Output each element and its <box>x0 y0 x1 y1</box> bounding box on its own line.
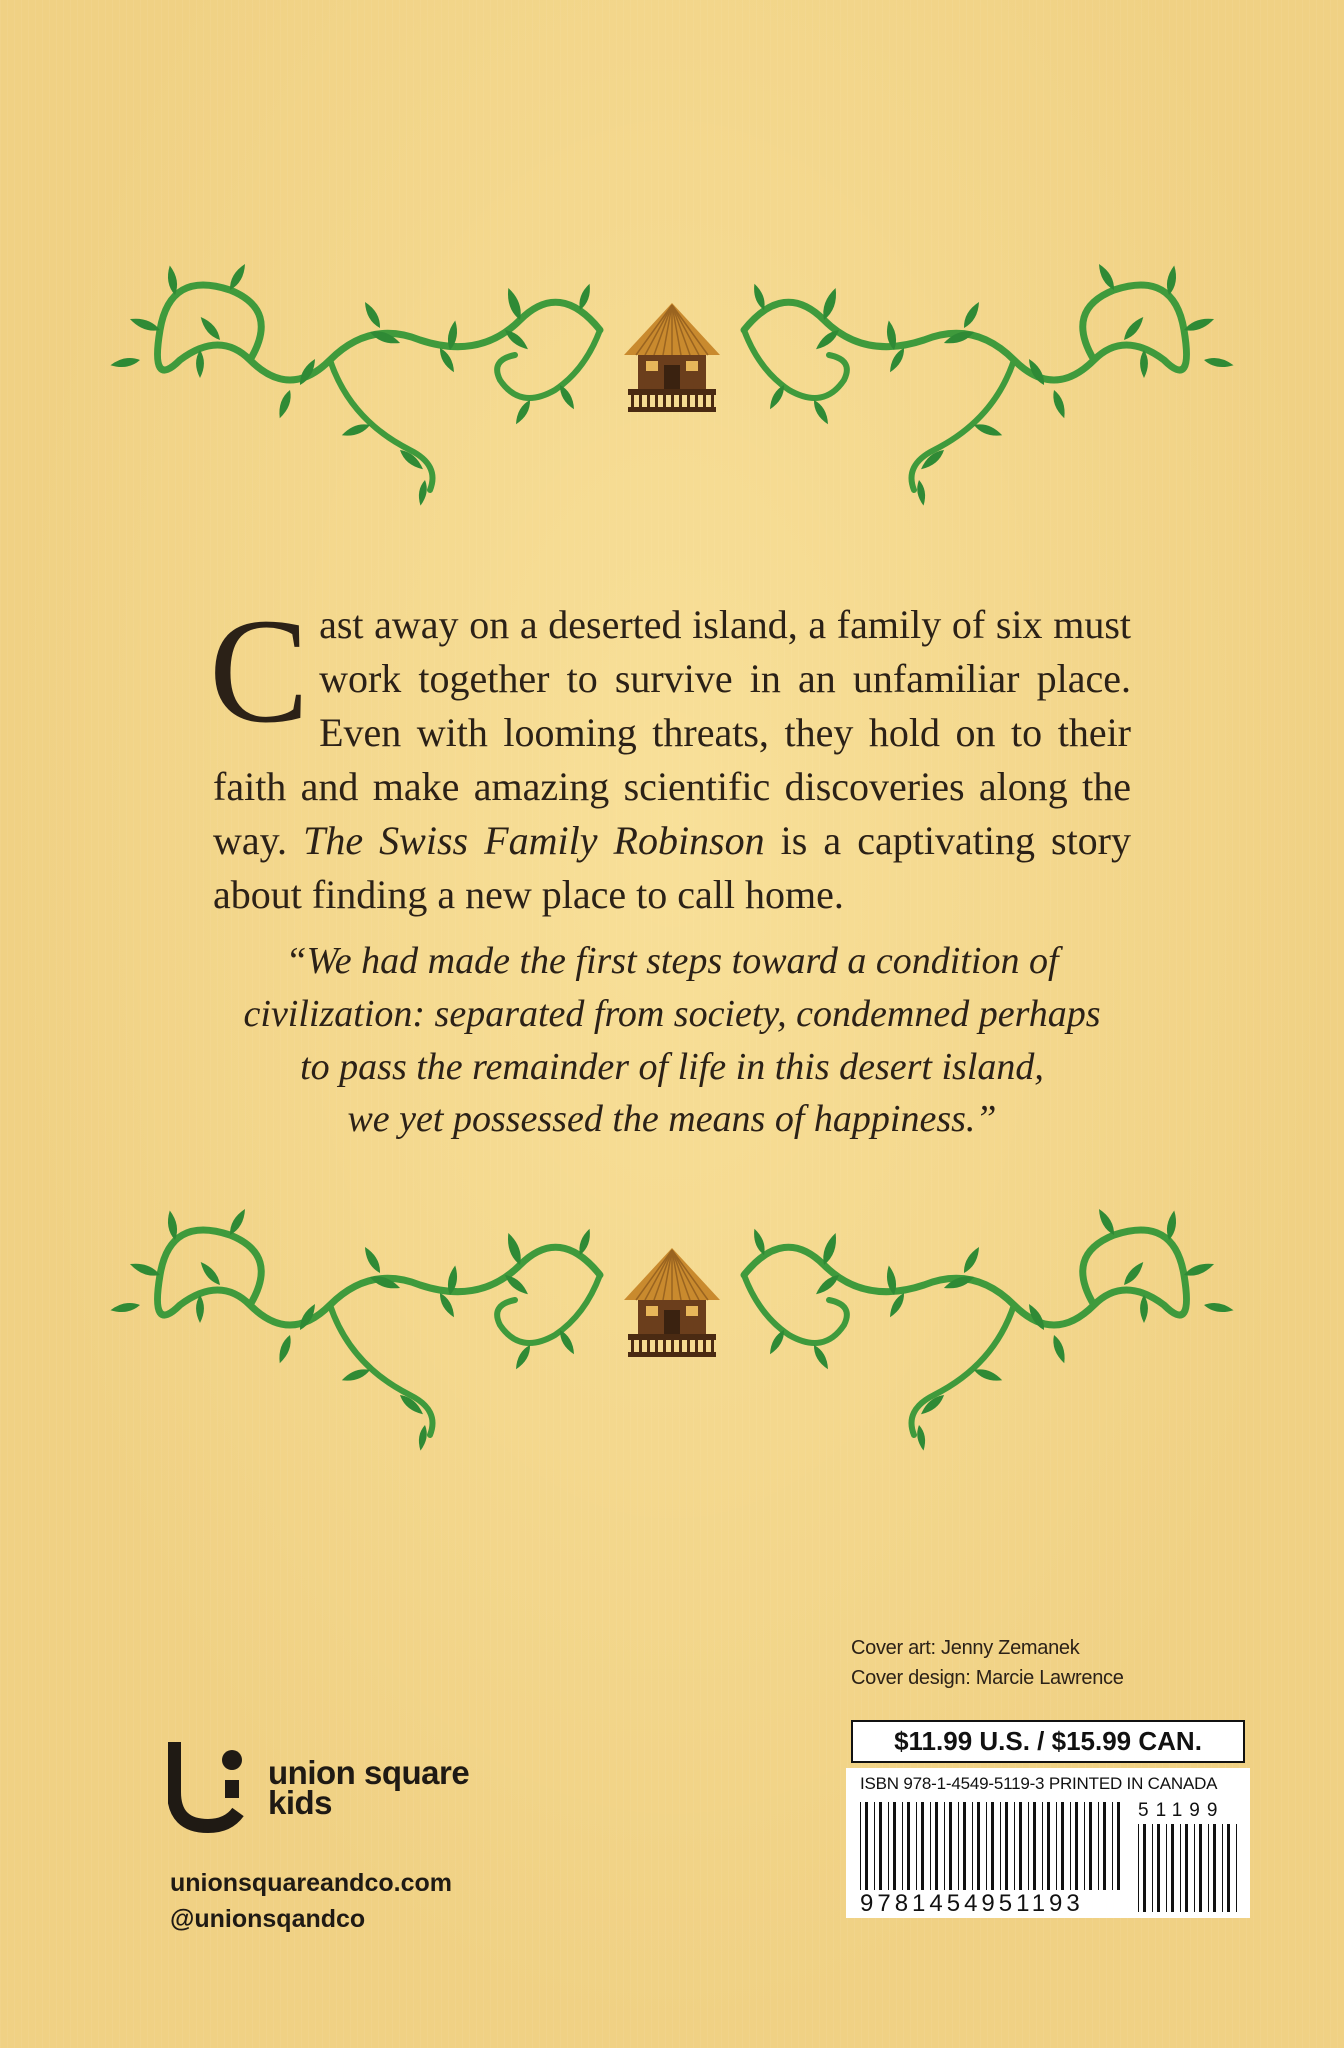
barcode-bar <box>1117 1802 1120 1890</box>
barcode-bar <box>1028 1802 1029 1890</box>
leaf-icon <box>361 300 383 330</box>
barcode-bar <box>1171 1824 1174 1912</box>
leaf-icon <box>887 346 908 374</box>
barcode-bar <box>963 1802 966 1890</box>
barcode-bar <box>986 1802 987 1890</box>
barcode-bar <box>958 1802 959 1890</box>
publisher-website: unionsquareandco.com <box>170 1869 452 1897</box>
hut-icon <box>624 303 720 412</box>
barcode-bar <box>1033 1802 1036 1890</box>
leaf-icon <box>417 1424 429 1451</box>
barcode-bar <box>1143 1824 1146 1912</box>
leaf-icon <box>513 398 534 426</box>
barcode-addon-digits: 51199 <box>1138 1800 1225 1821</box>
publisher-name <box>268 1754 470 1821</box>
leaf-icon <box>110 1301 141 1314</box>
barcode-bar <box>907 1802 910 1890</box>
barcode-bar <box>860 1802 861 1890</box>
vine-branch <box>330 1305 433 1435</box>
barcode-bar <box>1098 1802 1099 1890</box>
publisher-handle: @unionsqandco <box>170 1905 366 1933</box>
leaf-icon <box>1121 1259 1147 1287</box>
barcode-block <box>846 1768 1250 1918</box>
cover-design-credit: Cover design: Marcie Lawrence <box>851 1667 1124 1689</box>
leaf-icon <box>276 1334 294 1365</box>
barcode-bar <box>1047 1802 1050 1890</box>
barcode-bar <box>1138 1824 1139 1912</box>
barcode-bar <box>1208 1824 1209 1912</box>
quote-line: civilization: separated from society, condemned perhaps <box>243 992 1101 1035</box>
barcode-bar <box>1061 1802 1064 1890</box>
synopsis-tail: is a captivating story about finding a new place to call home. <box>213 818 1131 917</box>
leaf-icon <box>196 1295 204 1323</box>
barcode-bar <box>1089 1802 1092 1890</box>
barcode-bar <box>935 1802 938 1890</box>
barcode-bar <box>1157 1824 1160 1912</box>
leaf-icon <box>813 327 841 353</box>
barcode-bar <box>1222 1824 1223 1912</box>
barcode-bar <box>1056 1802 1057 1890</box>
vine-ornament-bottom <box>0 1195 1344 1495</box>
quote-line: “We had made the first steps toward a condition of <box>285 940 1059 982</box>
leaf-icon <box>1140 1295 1148 1323</box>
quote-line: we yet possessed the means of happiness.” <box>347 1098 997 1141</box>
synopsis <box>209 588 1131 922</box>
leaf-icon <box>513 1343 534 1371</box>
leaf-icon <box>110 356 141 369</box>
leaf-icon <box>887 1291 908 1319</box>
leaf-icon <box>811 398 832 426</box>
quote-line: to pass the remainder of life in this desert island, <box>300 1045 1044 1088</box>
barcode-bar <box>1112 1802 1113 1890</box>
union-square-u-icon <box>168 1740 248 1840</box>
leaf-icon <box>915 1424 927 1451</box>
leaf-icon <box>276 389 294 420</box>
cover-credits <box>851 1633 1124 1693</box>
barcode-bar <box>1227 1824 1230 1912</box>
barcode-bar <box>1070 1802 1071 1890</box>
leaf-icon <box>197 314 223 342</box>
leaf-icon <box>197 1259 223 1287</box>
leaf-icon <box>361 1245 383 1275</box>
leaf-icon <box>960 1245 982 1275</box>
vine-branch <box>330 360 433 490</box>
barcode-bar <box>930 1802 931 1890</box>
leaf-icon <box>960 300 982 330</box>
leaf-icon <box>502 1272 530 1298</box>
barcode-bar <box>1005 1802 1008 1890</box>
leaf-icon <box>813 1272 841 1298</box>
leaf-icon <box>1140 350 1148 378</box>
book-title: The Swiss Family Robinson <box>303 818 765 863</box>
barcode-bar <box>1084 1802 1085 1890</box>
leaf-icon <box>1050 1334 1068 1365</box>
barcode-bar <box>874 1802 875 1890</box>
publisher-logo <box>168 1740 508 1840</box>
leaf-icon <box>196 350 204 378</box>
leaf-icon <box>1203 1301 1234 1314</box>
barcode-bar <box>972 1802 973 1890</box>
publisher-contact <box>170 1865 452 1937</box>
vine-branch <box>912 360 1015 490</box>
barcode-bar <box>1103 1802 1106 1890</box>
leaf-icon <box>502 327 530 353</box>
barcode-bar <box>944 1802 945 1890</box>
barcode-bar <box>1213 1824 1216 1912</box>
leaf-icon <box>1050 389 1068 420</box>
leaf-icon <box>1203 356 1234 369</box>
barcode-bar <box>949 1802 952 1890</box>
barcode-bar <box>902 1802 903 1890</box>
isbn-text: ISBN 978-1-4549-5119-3 PRINTED IN CANADA <box>860 1774 1218 1793</box>
vine-ornament-top <box>0 250 1344 550</box>
leaf-icon <box>915 479 927 506</box>
barcode-bar <box>893 1802 896 1890</box>
barcode-bar <box>1000 1802 1001 1890</box>
barcode-bar <box>921 1802 924 1890</box>
barcode-bar <box>1180 1824 1181 1912</box>
leaf-icon <box>811 1343 832 1371</box>
leaf-icon <box>417 479 429 506</box>
synopsis-lead: ast away on a deserted island, a family of six must work together to survive in an unfamiliar place. Even with looming threats, they hold on to their faith and make amazing scientific discoveries along the way. <box>213 602 1131 863</box>
price-label: $11.99 U.S. / $15.99 CAN. <box>851 1720 1245 1763</box>
barcode-bar <box>916 1802 917 1890</box>
barcode-bar <box>1194 1824 1195 1912</box>
barcode-bar <box>977 1802 980 1890</box>
publisher-name-line2: kids <box>268 1784 333 1821</box>
barcode-bar <box>1152 1824 1153 1912</box>
hut-icon <box>624 1248 720 1357</box>
barcode-bar <box>1236 1824 1237 1912</box>
leaf-icon <box>437 1291 458 1319</box>
barcode-bar <box>879 1802 882 1890</box>
barcode-bar <box>888 1802 889 1890</box>
leaf-icon <box>1121 314 1147 342</box>
publisher-name-line1: union square <box>268 1754 470 1791</box>
barcode-bar <box>1014 1802 1015 1890</box>
leaf-icon <box>437 346 458 374</box>
barcode-bar <box>1166 1824 1167 1912</box>
barcode-bar <box>1199 1824 1202 1912</box>
barcode-digits: 9781454951193 <box>860 1890 1084 1917</box>
barcode-bar <box>1042 1802 1043 1890</box>
barcode-bar <box>991 1802 994 1890</box>
barcode-bar <box>1185 1824 1188 1912</box>
drop-cap: C <box>209 588 310 754</box>
book-quote <box>200 935 1144 1146</box>
barcode-bar <box>1075 1802 1078 1890</box>
cover-art-credit: Cover art: Jenny Zemanek <box>851 1637 1080 1659</box>
vine-branch <box>912 1305 1015 1435</box>
barcode-bar <box>865 1802 868 1890</box>
barcode-bar <box>1019 1802 1022 1890</box>
